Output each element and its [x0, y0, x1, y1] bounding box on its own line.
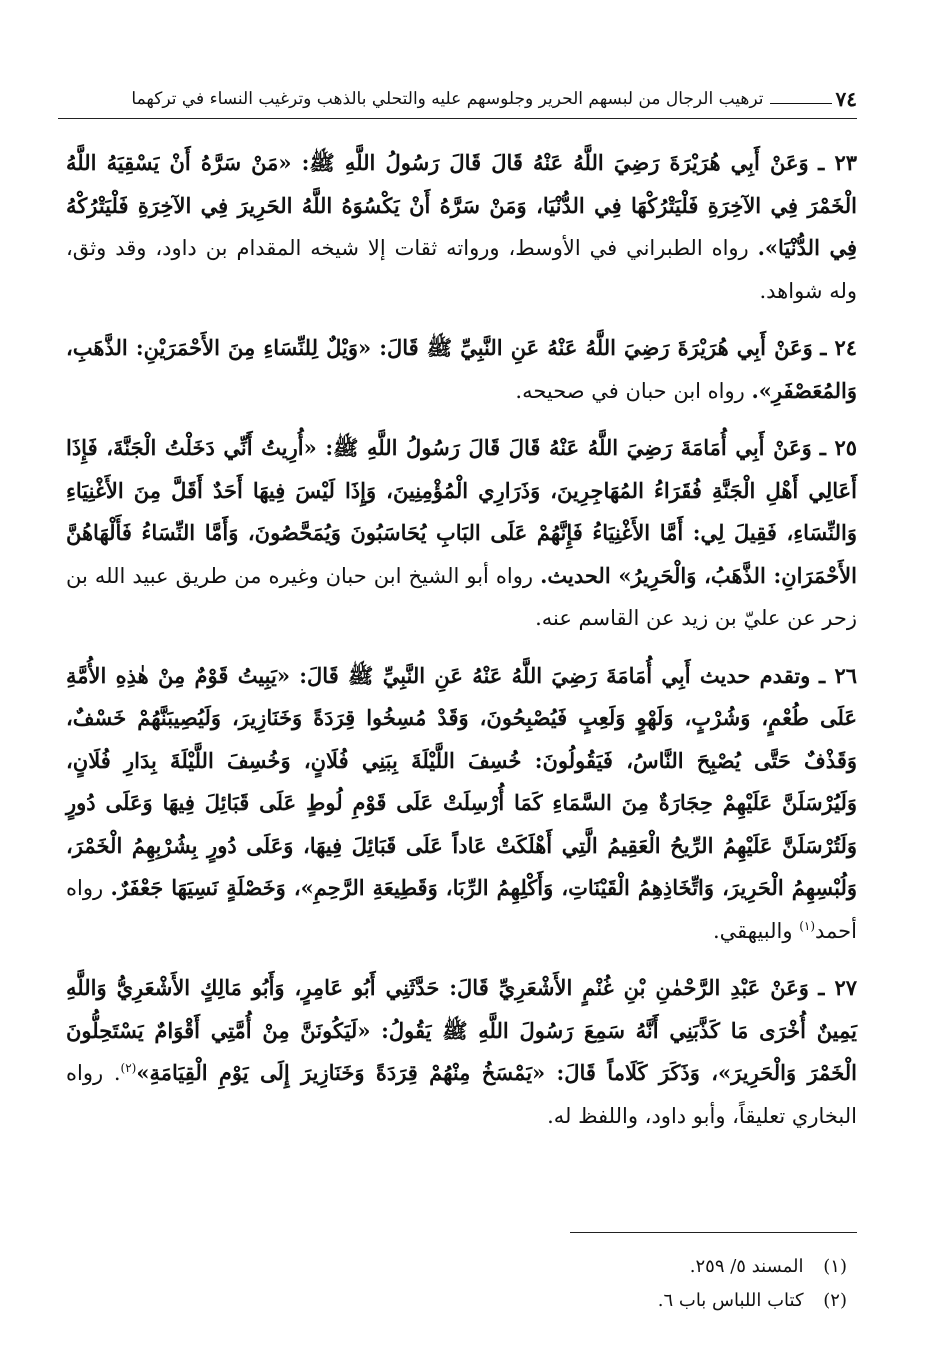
hadith-text: وَعَنْ أَبِي هُرَيْرَةَ رَضِيَ اللَّهُ عَنْهُ قَالَ قَالَ رَسُولُ اللَّهِ ﷺ: «مَنْ سَرَّهُ أَنْ يَسْقِيَهُ اللَّهُ الْخَمْرَ فِي الآخِرَةِ فَلْيَتْرُكْهَا فِي الدُّنْيَا، وَمَنْ سَرَّهُ أَنْ يَكْسُوَهُ اللَّهُ الحَرِيرَ فِي الآخِرَةِ فَلْيَتْرُكْهُ فِي الدُّنْيَا». [66, 150, 857, 260]
hadith-24 [66, 327, 857, 412]
hadith-source: رواه أحمد [66, 876, 857, 943]
footnote-ref[interactable]: (١) [799, 918, 816, 933]
hadith-27 [66, 967, 857, 1137]
hadith-source: رواه أبو الشيخ ابن حبان وغيره من طريق عبيد الله بن زحر عن عليّ بن زيد عن القاسم عنه. [66, 563, 857, 630]
hadith-source-cont: والبيهقي. [712, 918, 793, 943]
hadith-number: ٢٣ ـ [818, 150, 857, 175]
footnote-number: (١) [823, 1256, 847, 1277]
footnote-1 [66, 1250, 847, 1284]
hadith-text: وَعَنْ أَبِي أُمَامَةَ رَضِيَ اللَّهُ عَنْهُ قَالَ قَالَ رَسُولُ اللَّهِ ﷺ: «أُرِيتُ أَنِّي دَخَلْتُ الْجَنَّةَ، فَإِذَا أَعَالِي أَهْلِ الْجَنَّةِ فُقَرَاءُ المُهَاجِرِينَ، وَذَرَارِي الْمُؤْمِنِينَ، وَإِذَا لَيْسَ فِيهَا أَحَدٌ أَقَلَّ مِنَ الأَغْنِيَاءِ وَالنِّسَاءِ، فَقِيلَ لِي: أَمَّا الأَغْنِيَاءُ فَإِنَّهُمْ عَلَى البَابِ يُحَاسَبُونَ وَيُمَحَّصُونَ، وَأَمَّا النِّسَاءُ فَأَلْهَاهُنَّ الأَحْمَرَانِ: الذَّهَبُ، وَالْحَرِيرُ» الحديث. [66, 435, 857, 588]
hadith-source: رواه الطبراني في الأوسط، ورواته ثقات إلا شيخه المقدام بن داود، وقد وثق، وله شواهد. [66, 236, 857, 303]
footnote-rule [570, 1232, 857, 1233]
hadith-source: . رواه البخاري تعليقاً، وأبو داود، واللفظ له. [66, 1061, 857, 1128]
main-text [66, 142, 857, 1152]
header-rule [58, 118, 857, 119]
header-dash [770, 103, 832, 104]
footnote-number: (٢) [823, 1290, 847, 1311]
hadith-25 [66, 427, 857, 640]
hadith-text: وَعَنْ عَبْدِ الرَّحْمٰنِ بْنِ غُنْمٍ الأَشْعَرِيِّ قَالَ: حَدَّثَنِي أَبُو عَامِرٍ، وَأَبُو مَالِكٍ الأَشْعَرِيُّ وَاللَّهِ يَمِينٌ أُخْرَى مَا كَذَّبَنِي أَنَّهُ سَمِعَ رَسُولَ اللَّهِ ﷺ يَقُولُ: «لَيَكُونَنَّ مِنْ أُمَّتِي أَقْوَامٌ يَسْتَحِلُّونَ الْخَمْرَ وَالْحَرِيرَ»، وَذَكَرَ كَلَاماً قَالَ: «يَمْسَخُ مِنْهُمْ قِرَدَةً وَخَنَازِيرَ إِلَى يَوْمِ الْقِيَامَةِ» [66, 975, 857, 1085]
page-number: ٧٤ [835, 87, 857, 111]
footnote-2 [66, 1284, 847, 1318]
running-title: ترهيب الرجال من لبسهم الحرير وجلوسهم عليه والتحلي بالذهب وترغيب النساء في تركهما [131, 89, 764, 109]
footnote-text: المسند ٥/ ٢٥٩. [689, 1256, 804, 1277]
footnote-ref[interactable]: (٢) [120, 1061, 137, 1075]
hadith-number: ٢٥ ـ [819, 435, 857, 460]
running-header [58, 88, 857, 110]
hadith-text: وتقدم حديث أَبِي أُمَامَةَ رَضِيَ اللَّهُ عَنْهُ عَنِ النَّبِيِّ ﷺ قَالَ: «يَبِيتُ قَوْمٌ مِنْ هٰذِهِ الأُمَّةِ عَلَى طُعْمٍ، وَشُرْبٍ، وَلَهْوٍ وَلَعِبٍ فَيُصْبِحُونَ، وَقَدْ مُسِخُوا قِرَدَةً وَخَنَازِيرَ، وَلَيُصِيبَنَّهُمْ خَسْفٌ، وَقَذْفٌ حَتَّى يُصْبِحَ النَّاسُ، فَيَقُولُونَ: خُسِفَ اللَّيْلَةَ بِبَنِي فُلَانٍ، وَخُسِفَ اللَّيْلَةَ بِدَارِ فُلَانٍ، وَلَيُرْسَلَنَّ عَلَيْهِمْ حِجَارَةٌ مِنَ السَّمَاءِ كَمَا أُرْسِلَتْ عَلَى قَوْمِ لُوطٍ عَلَى قَبَائِلَ فِيهَا وَعَلَى دُورٍ وَلَتُرْسَلَنَّ عَلَيْهِمُ الرِّيحُ الْعَقِيمُ الَّتِي أَهْلَكَتْ عَاداً عَلَى قَبَائِلَ فِيهَا، وَعَلَى دُورٍ بِشُرْبِهِمُ الْخَمْرَ، وَلُبْسِهِمُ الْحَرِيرَ، وَاتِّخَاذِهِمُ الْقَيْنَاتِ، وَأَكْلِهِمُ الرِّبَا، وَقَطِيعَةِ الرَّحِمِ»، وَخَصْلَةٍ نَسِيَهَا جَعْفَرٌ. [66, 662, 857, 900]
hadith-number: ٢٧ ـ [818, 975, 857, 1000]
hadith-26 [66, 655, 857, 953]
hadith-23 [66, 142, 857, 312]
hadith-source: رواه ابن حبان في صحيحه. [515, 378, 745, 403]
hadith-text: وَعَنْ أَبِي هُرَيْرَةَ رَضِيَ اللَّهُ عَنْهُ عَنِ النَّبِيِّ ﷺ قَالَ: «وَيْلٌ لِلنِّسَاءِ مِنَ الأَحْمَرَيْنِ: الذَّهَبِ، وَالمُعَصْفَرِ». [66, 335, 857, 403]
hadith-number: ٢٦ ـ [818, 662, 857, 688]
footnotes [66, 1250, 847, 1318]
footnote-text: كتاب اللباس باب ٦. [657, 1290, 804, 1311]
hadith-number: ٢٤ ـ [820, 335, 857, 360]
